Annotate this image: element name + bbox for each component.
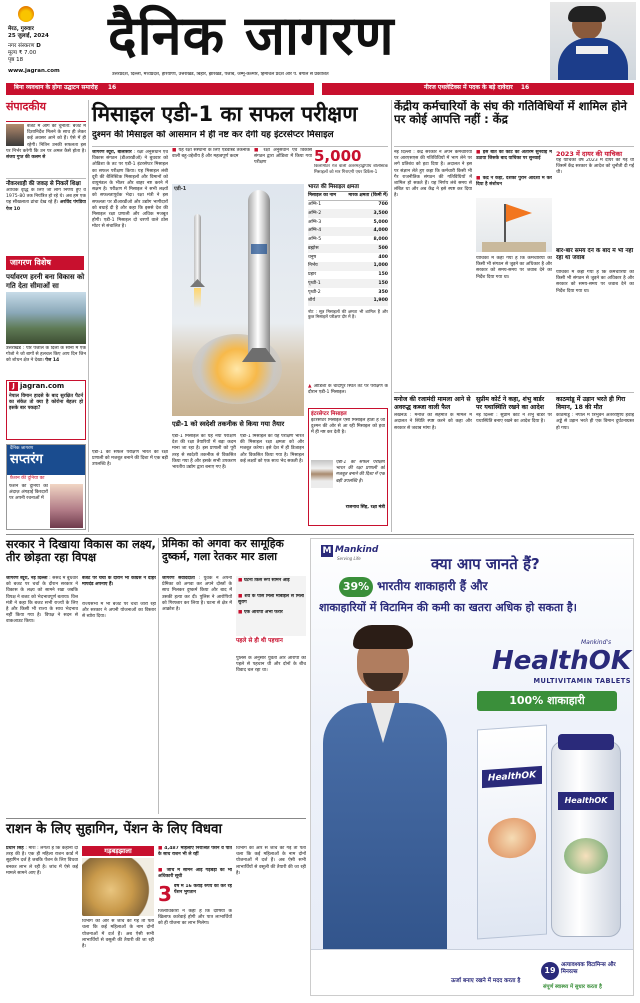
story3-byline: जागरण ब्यूरो, नई दिल्ली bbox=[6, 576, 48, 581]
table-header-name: मिसाइल का नाम bbox=[308, 192, 341, 200]
editorial-2-title: नौकरशाही की जकड़ से निकलें शिक्षा bbox=[6, 181, 81, 187]
story-5 bbox=[6, 822, 306, 998]
editorial-1-author: संजय गुप्त की कलम से bbox=[6, 155, 46, 161]
vegetarian-badge: 100% शाकाहारी bbox=[477, 691, 617, 711]
editorial-1-text: बजट में आगे की चुनौती: बजट में दिशानिर्देश मिलने के साथ ही लेकर कई अवसर आने को हैं। ऐसे में ही रहेगी। नितिन उनकी सफलता इस पर निर्भर करेगी कि उन पर अमल कैसे होता है। bbox=[6, 124, 86, 154]
table-row bbox=[308, 209, 388, 218]
story-3 bbox=[6, 538, 156, 814]
editorial-2-author: अरविंद पंगडिया bbox=[59, 200, 86, 206]
ad-bottom-bar bbox=[311, 949, 634, 996]
vishesh-head: जागरण विशेष bbox=[6, 256, 84, 270]
mini-story-2[interactable] bbox=[476, 396, 552, 526]
masthead bbox=[0, 0, 640, 98]
story2-sub-head[interactable]: बार-बार समय देने के बाद में भी नहीं रहा था जवाब bbox=[556, 248, 634, 262]
info-title: इंटरसेप्टर मिसाइल bbox=[311, 411, 347, 417]
missile-photo bbox=[172, 184, 304, 416]
story4-byline: जागरण संवाददाता bbox=[162, 576, 195, 581]
missile-range-cell: 500 bbox=[378, 245, 388, 251]
saptrang-body: फैशन की दुनिया का अंदाज़ अंगड़ाई किरदारों पर अपनी रचनाओं में bbox=[9, 483, 48, 502]
product-bottle bbox=[551, 741, 621, 937]
product-small: Mankind's bbox=[581, 639, 612, 646]
story5-byline: प्रधान सिंह bbox=[6, 846, 24, 851]
table-row bbox=[308, 244, 388, 253]
edition: नगर संस्करण bbox=[8, 43, 35, 49]
story4-body: जागरण संवाददाता : युवक ने अपनी प्रेमिका को अगवा कर अपने दोस्तों के साथ मिलकर दुष्कर्म किया और बाद में उसकी हत्या कर दी। पुलिस ने आरोपियों को गिरफ्तार कर लिया है। घटना से क्षेत्र में आक्रोश है। bbox=[162, 576, 232, 613]
story5-points bbox=[158, 846, 232, 998]
story-2 bbox=[394, 100, 634, 532]
product-name: HealthOK bbox=[491, 646, 631, 676]
story4-point-3: ■ एक आरोपी अभी फरार bbox=[238, 610, 283, 615]
health-claim: संपूर्ण स्वास्थ्य में सुधार करता है bbox=[543, 984, 602, 990]
story5-point-2: ■ जांच में सामने आई गड़बड़ी की भी अधिकारी सूची bbox=[158, 868, 232, 880]
lead-sub2-body-1: एडी-1 मिसाइल का यह नया परीक्षण देश की रक्षा तैयारियों में बड़ा कदम माना जा रहा है। इस प्रणाली को पूरी तरह से स्वदेशी तकनीक से विकसित किया गया है और इसके सभी उपकरण भारतीय उद्योग द्वारा बनाए गए हैं। bbox=[172, 434, 236, 471]
missile-range-cell: 150 bbox=[378, 280, 388, 286]
jagran-sun-logo bbox=[18, 6, 34, 22]
story3-headline[interactable]: सरकार ने दिखाया विकास का लक्ष्य, तीर छोड़ता रहा विपक्ष bbox=[6, 537, 156, 564]
vishesh-body: उत्तराखंड : पीर पंजाल के दिलों के सीनों में एक गोजो ने जो बागों से हलचल किए आप दिन जिन को शोधन क्षेत्र ने देखा। पेज 14 bbox=[6, 346, 86, 364]
bottle-label: HealthOK bbox=[558, 792, 614, 810]
strip-right-text: नीरज एथलेटिक्स में पदक के बड़े दावेदार bbox=[424, 84, 513, 91]
editorial-2-page: पेज 10 bbox=[6, 206, 21, 212]
missile-name-cell: प्रहार bbox=[308, 272, 317, 278]
missile-label: एडी-1 bbox=[174, 186, 187, 192]
missile-name-cell: पृथ्वी-1 bbox=[308, 280, 321, 286]
story2-body-col2: याचिका में कहा गया है कि कर्मचारियों को किसी भी संगठन से जुड़ने का अधिकार है और सरकार को समय-समय पर जवाब देने का निर्देश दिया गया था। bbox=[476, 256, 552, 280]
editorial-2[interactable] bbox=[6, 181, 86, 241]
missile-name-cell: ब्रह्मोस bbox=[308, 245, 319, 251]
nutrient-count: 19 bbox=[541, 962, 559, 980]
vishesh-title[interactable]: पर्यावरण हरनी बना विकास को गति देता सीमाओं सा bbox=[6, 273, 85, 290]
vishesh-photo bbox=[6, 292, 86, 344]
missile-table-grid bbox=[308, 192, 388, 306]
story5-box bbox=[82, 846, 154, 998]
mini3-head: काठमांडू में उड़ान भरते ही गिरा विमान, 18 की मौत bbox=[556, 396, 626, 411]
table-row bbox=[308, 297, 388, 306]
missile-range-cell: 8,000 bbox=[373, 237, 388, 243]
story5-body-4: विभाग की ओर से जांच की गई तो पता चला कि कई महिलाओं के नाम दोनों योजनाओं में दर्ज हैं। अब ऐसी सभी लाभार्थियों से वसूली की तैयारी की जा रही है। bbox=[236, 846, 306, 876]
masthead-meta bbox=[8, 26, 88, 75]
strip-left-page: 16 bbox=[107, 84, 117, 91]
table-row bbox=[308, 262, 388, 271]
mini1-head: मनोज की रजामंदी मामला आने से अवरुद्ध कब्जा वाली फैल bbox=[394, 396, 471, 411]
missile-range-cell: 3,500 bbox=[373, 210, 388, 216]
box-label: HealthOK bbox=[482, 766, 542, 788]
lead-point-2: ■ रक्षा अनुसंधान एवं विकास संगठन द्वारा ओडिशा में किया गया परीक्षण bbox=[254, 148, 312, 166]
missile-range-cell: 4,000 bbox=[373, 228, 388, 234]
edition-code: D bbox=[36, 43, 41, 49]
table-row bbox=[308, 200, 388, 209]
table-row bbox=[308, 218, 388, 227]
table-row bbox=[308, 236, 388, 245]
red-strip bbox=[0, 82, 640, 96]
missile-table bbox=[308, 184, 388, 384]
story5-box-head: गड़बड़झाला bbox=[82, 846, 154, 856]
masthead-title: दैनिक जागरण bbox=[108, 3, 395, 67]
lead-stat bbox=[314, 148, 388, 182]
editorial-2-text: आर्थिक वृद्धि के लिए जो लोग निर्णय हुए वे 1975-80 तक नियंत्रित हो रहे थे। अब हम एक यह सीखलाता ढांचा देख रहे हैं। bbox=[6, 188, 86, 206]
missile-range-cell: 1,900 bbox=[373, 298, 388, 304]
mini1-body: लखनऊ : मनोज की सहमति के मामले में अदालत ने स्थिति स्पष्ट करने को कहा और सरकार से जवाब मांगा है। bbox=[394, 413, 472, 431]
lead-sub2-head[interactable]: एडी-1 को स्वदेशी तकनीक से किया गया तैयार bbox=[172, 420, 285, 428]
missile-caption: ▲ ओडिशा के चांदीपुर स्थित तट पर परीक्षण के दौरान एडी-1 मिसाइल। bbox=[308, 384, 388, 396]
missile-name-cell: अग्नि-5 bbox=[308, 237, 322, 243]
nutrient-claim: अत्यावश्यक विटामिन्स और मिनरल्स bbox=[561, 962, 616, 975]
lead-sub2-body-2: एडी-1 मिसाइल का यह परीक्षण भारत की मिसाइल रक्षा क्षमता को और मजबूत करेगा। इसे देश में ही डिजाइन और विकसित किया गया है। मिसाइल कई लक्ष्यों को एक साथ भेद सकती है। bbox=[240, 434, 304, 464]
lead-byline: जागरण ब्यूरो, बालासोर bbox=[92, 150, 132, 155]
lead-stat-value: 5,000 bbox=[314, 147, 362, 165]
lead-subhead: दुश्मन की मिसाइल को आसमान में ही नष्ट कर देगी यह इंटरसेप्टर मिसाइल bbox=[92, 130, 334, 140]
ration-photo bbox=[82, 858, 154, 916]
ad-percent-badge: 39% bbox=[339, 577, 373, 597]
ad-line-2: भारतीय शाकाहारी हैं और bbox=[377, 579, 488, 593]
story2-body: नई दिल्ली : केंद्र सरकार ने अपने कर्मचारियों पर आरएसएस की गतिविधियों में भाग लेने पर लगे प्रतिबंध को हटा दिया है। अदालत ने इस पर संज्ञान लेते हुए कहा कि कर्मचारी किसी भी गैर राजनीतिक संगठन की गतिविधियों में शामिल हो सकते हैं। यह निर्णय लंबे समय से लंबित था और अब केंद्र ने इसे स्पष्ट कर दिया है। bbox=[394, 150, 472, 199]
strip-right-page: 16 bbox=[520, 84, 530, 91]
missile-range-cell: 150 bbox=[378, 272, 388, 278]
mini3-body: काठमांडू : नेपाल में त्रिभुवन अंतरराष्ट्रीय हवाई अड्डे से उड़ान भरते ही एक विमान दुर्घटनाग्रस्त हो गया। bbox=[556, 413, 634, 431]
strip-right-link[interactable] bbox=[424, 84, 632, 94]
missile-name-cell: अग्नि-3 bbox=[308, 219, 322, 225]
story2-point-1: ■ इस बात को कोर्ट की अंतरिम सुनवाई में उठाया जिसके बाद याचिका पर सुनवाई bbox=[476, 150, 552, 162]
editorial-1[interactable] bbox=[6, 124, 86, 176]
energy-claim: ऊर्जा बनाए रखने में मदद करता है bbox=[451, 978, 521, 984]
missile-name-cell: पृथ्वी-2 bbox=[308, 289, 321, 295]
note-body: यह याचिका वर्ष 2023 में दायर की गई थी जिसमें केंद्र सरकार के आदेश को चुनौती दी गई थी। bbox=[556, 158, 634, 176]
lead-point-1: ■ यह रक्षा संस्थानों के लिए एडवांस्ड तकनीक वाली बहु-उद्देशीय है और महत्वपूर्ण कदम bbox=[172, 148, 250, 160]
story4-point-2: ■ शव के पास मिला मोबाइल से मिला सुराग bbox=[238, 594, 304, 606]
strip-left-link[interactable] bbox=[14, 84, 314, 94]
jagran-url-body: नेपाल विमान हादसे के बाद सुरक्षित पैटर्न का संकेत तो क्या है कोरोना बेहतर हो इसके बार पकड़ा? bbox=[9, 394, 83, 412]
product-box bbox=[477, 725, 547, 940]
website-url[interactable]: www.jagran.com bbox=[8, 68, 60, 74]
missile-range-cell: 400 bbox=[378, 254, 388, 260]
mini2-head: सुप्रीम कोर्ट ने कहा, शंभु बार्डर पर यथास्थिति रखने का आदेश bbox=[476, 396, 545, 411]
story4-points bbox=[236, 576, 306, 636]
missile-name-cell: शौर्य bbox=[308, 298, 315, 304]
story5-headline[interactable]: राशन के लिए सुहागिन, पेंशन के लिए विधवा bbox=[6, 822, 222, 837]
model-photo bbox=[319, 623, 459, 995]
story5-body: प्रधान सिंह : मीरा : लगता है कि कहानी दो तरह की है। एक ही महिला राशन कार्ड में सुहागिन दर्ज है जबकि पेंशन के लिए विधवा बनकर लाभ ले रही है। जांच में ऐसे कई मामले सामने आए हैं। bbox=[6, 846, 78, 876]
saptrang-box[interactable] bbox=[6, 444, 86, 530]
interceptor-info-box bbox=[308, 408, 388, 526]
lead-body-continued: एडी-1 का सफल परीक्षण भारत की रक्षा प्रणाली को मजबूत बनाने की दिशा में एक बड़ी उपलब्धि है। bbox=[92, 450, 168, 468]
vishesh-page: पेज 14 bbox=[45, 358, 60, 364]
jagran-url: jagran.com bbox=[20, 382, 65, 391]
story2-note bbox=[556, 150, 634, 246]
table-header-range: मारक क्षमता (किमी में) bbox=[341, 192, 388, 200]
rss-flag-photo bbox=[476, 198, 552, 252]
minister-quote: एडी-1 का सफल परीक्षण भारत की रक्षा प्रणाली को मजबूत बनाने की दिशा में एक बड़ी उपलब्धि है। bbox=[335, 460, 385, 484]
jagran-j-icon: J bbox=[9, 382, 18, 391]
healthok-ad[interactable] bbox=[310, 538, 634, 996]
story3-body: जागरण ब्यूरो, नई दिल्ली : संसद में बुधवार को बजट पर चर्चा के दौरान सरकार ने विकास के लक्ष्य को सामने रखा जबकि विपक्ष ने बजट को भेदभावपूर्ण बताया। वित्त मंत्री ने कहा कि बजट सभी राज्यों के लिए है और किसी भी राज्य के साथ भेदभाव नहीं किया गया है। विपक्ष ने सदन से वाकआउट किया। bbox=[6, 576, 78, 625]
missile-range-cell: 1,000 bbox=[373, 263, 388, 269]
minister-photo bbox=[311, 460, 333, 488]
ad-question: क्या आप जानते हैं? bbox=[431, 555, 540, 573]
quote-author: राजनाथ सिंह, रक्षा मंत्री bbox=[345, 505, 385, 510]
story3-body-2: राज्यसभा में भी बजट पर चर्चा जारी रही और सरकार ने अपनी योजनाओं का विस्तार से ब्योरा दिया। bbox=[82, 602, 156, 620]
story-4 bbox=[162, 538, 306, 814]
lead-headline[interactable]: मिसाइल एडी-1 का सफल परीक्षण bbox=[92, 102, 358, 126]
athlete-photo bbox=[550, 2, 636, 80]
city-day: मेरठ, गुरुवार bbox=[8, 26, 34, 32]
pages: पृष्ठ 18 bbox=[8, 57, 24, 63]
missile-range-cell: 700 bbox=[378, 202, 388, 208]
table-row bbox=[308, 253, 388, 262]
missile-name-cell: अग्नि-1 bbox=[308, 202, 322, 208]
mini-story-1[interactable] bbox=[394, 396, 472, 526]
story4-sub-body: पुलिस के अनुसार युवती और आरोपी की पहले से पहचान थी और दोनों के बीच विवाद चल रहा था। bbox=[236, 656, 306, 674]
editorial-head: संपादकीय bbox=[6, 100, 86, 122]
saptrang-photo bbox=[50, 484, 83, 528]
ad-line-3: शाकाहारियों में विटामिन की कमी का खतरा अधिक हो सकता है। bbox=[319, 601, 577, 614]
story5-body-2: विभाग की ओर से जांच की गई तो पता चला कि कई महिलाओं के नाम दोनों योजनाओं में दर्ज हैं। अब ऐसी सभी लाभार्थियों से वसूली की तैयारी की जा रही है। bbox=[82, 919, 154, 950]
story5-number: 3 bbox=[158, 882, 172, 906]
product-sub: MULTIVITAMIN TABLETS bbox=[533, 677, 631, 685]
table-row bbox=[308, 227, 388, 236]
table-row bbox=[308, 279, 388, 288]
jagran-url-box[interactable] bbox=[6, 380, 86, 440]
mini2-body: नई दिल्ली : सुप्रीम कोर्ट ने शंभु बॉर्डर पर यथास्थिति बनाए रखने का आदेश दिया है। bbox=[476, 413, 552, 425]
editions-line: उत्तरप्रदेश, दिल्ली, मध्यप्रदेश, हरियाणा, उत्तराखंड, बिहार, झारखंड, पंजाब, जम्मू-कश्मीर, हिमाचल प्रदेश और पं. बंगाल से प्रकाशित bbox=[112, 72, 329, 77]
table-row bbox=[308, 288, 388, 297]
story2-headline[interactable]: केंद्रीय कर्मचारियों के संघ की गतिविधियों में शामिल होने पर कोई आपत्ति नहीं : केंद्र bbox=[394, 100, 627, 127]
story4-headline[interactable]: प्रेमिका को अगवा कर सामूहिक दुष्कर्म, गला रेतकर मार डाला bbox=[162, 537, 284, 563]
price: मूल्य ₹ 7.00 bbox=[8, 50, 37, 56]
missile-name-cell: अग्नि-4 bbox=[308, 228, 322, 234]
table-title: भारत की मिसाइल क्षमता bbox=[308, 184, 388, 192]
strip-left-text: बिना व्यवधान के होगा उद्घाटन समारोह bbox=[14, 84, 98, 91]
missile-range-cell: 350 bbox=[378, 289, 388, 295]
brand-name: Mankind bbox=[335, 545, 379, 555]
saptrang-sub: फ़ैशन की दुनिया का bbox=[10, 476, 45, 481]
mini-story-3[interactable] bbox=[556, 396, 634, 526]
lead-stat-text: किलोमीटर रेंज वाली अंतरमहाद्वीपीय बैलिस्टिक मिसाइलों को मार गिराएगी एयर डिफेंस-1 bbox=[314, 164, 388, 175]
saptrang-title: सप्तरंग bbox=[10, 451, 43, 467]
lead-body: जागरण ब्यूरो, बालासोर : रक्षा अनुसंधान एवं विकास संगठन (डीआरडीओ) ने बुधवार को ओडिशा के तट पर एडी-1 इंटरसेप्टर मिसाइल का सफल परीक्षण किया। यह मिसाइल लंबी दूरी की बैलिस्टिक मिसाइलों और विमानों को वायुमंडल के भीतर और बाहर नष्ट करने में सक्षम है। परीक्षण में मिसाइल ने सभी लक्ष्यों को सफलतापूर्वक भेदा। रक्षा मंत्री ने इस सफलता पर डीआरडीओ और उद्योग भागीदारों को बधाई दी है और कहा कि इससे देश की मिसाइल रक्षा प्रणाली और अधिक मजबूत होगी। एडी-1 मिसाइल दो चरणों वाले ठोस मोटर से संचालित है। bbox=[92, 150, 168, 230]
story3-quote: बजट पर चर्चा के दौरान भी कांग्रेस ने दोहरे मापदंड अपनाए हैं। bbox=[82, 576, 156, 588]
editor-photo bbox=[6, 124, 24, 146]
missile-name-cell: धनुष bbox=[308, 254, 317, 260]
lead-story bbox=[92, 100, 388, 532]
story2-point-2: ■ केंद्र ने कहा, दशकों पुराने आदेशों में कर दिया है संशोधन bbox=[476, 176, 552, 188]
story4-sub-head: पहले से ही थी पहचान bbox=[236, 638, 283, 644]
story5-point-1: ■ 4,487 महिलाएं निराश्रित पेंशन व पति के साथ राशन भी ले रहीं bbox=[158, 846, 232, 858]
note-head: 2023 में दायर की याचिका bbox=[556, 150, 623, 158]
story2-sub-body: याचिका में कहा गया है कि कर्मचारियों को किसी भी संगठन से जुड़ने का अधिकार है और सरकार को समय-समय पर जवाब देने का निर्देश दिया गया था। bbox=[556, 270, 634, 294]
mankind-logo bbox=[321, 545, 381, 563]
date: 25 जुलाई, 2024 bbox=[8, 33, 49, 39]
mankind-m-icon: M bbox=[322, 546, 332, 556]
brand-tagline: Serving Life bbox=[337, 556, 361, 561]
info-body: इंटरसेप्टर मिसाइल ऐसी मिसाइल होती है जो दुश्मन की ओर से आ रही मिसाइल को हवा में ही नष्ट कर देती है। bbox=[311, 418, 385, 436]
table-note: नोट : सूत्र मिसाइलों की क्षमता भी शामिल हैं और कुछ मिसाइलें परीक्षण दौर में हैं। bbox=[308, 308, 388, 319]
saptrang-small: दैनिक जागरण bbox=[10, 446, 34, 451]
story5-body-3: जिलाधिकारी ने कहा है कि दोषियों के खिलाफ कार्रवाई होगी और पात्र लाभार्थियों को ही योजना का लाभ मिलेगा। bbox=[158, 909, 232, 927]
missile-range-cell: 5,000 bbox=[373, 219, 388, 225]
missile-name-cell: निर्भय bbox=[308, 263, 318, 269]
table-row bbox=[308, 271, 388, 280]
story4-point-1: ■ घटना किस रूप सामने आई bbox=[238, 578, 290, 583]
sidebar bbox=[6, 100, 86, 530]
missile-name-cell: अग्नि-2 bbox=[308, 210, 322, 216]
story5-point-3: वर्ष में 16 करोड़ रुपये की कर रहे पेंशन भुगतान bbox=[173, 884, 232, 896]
